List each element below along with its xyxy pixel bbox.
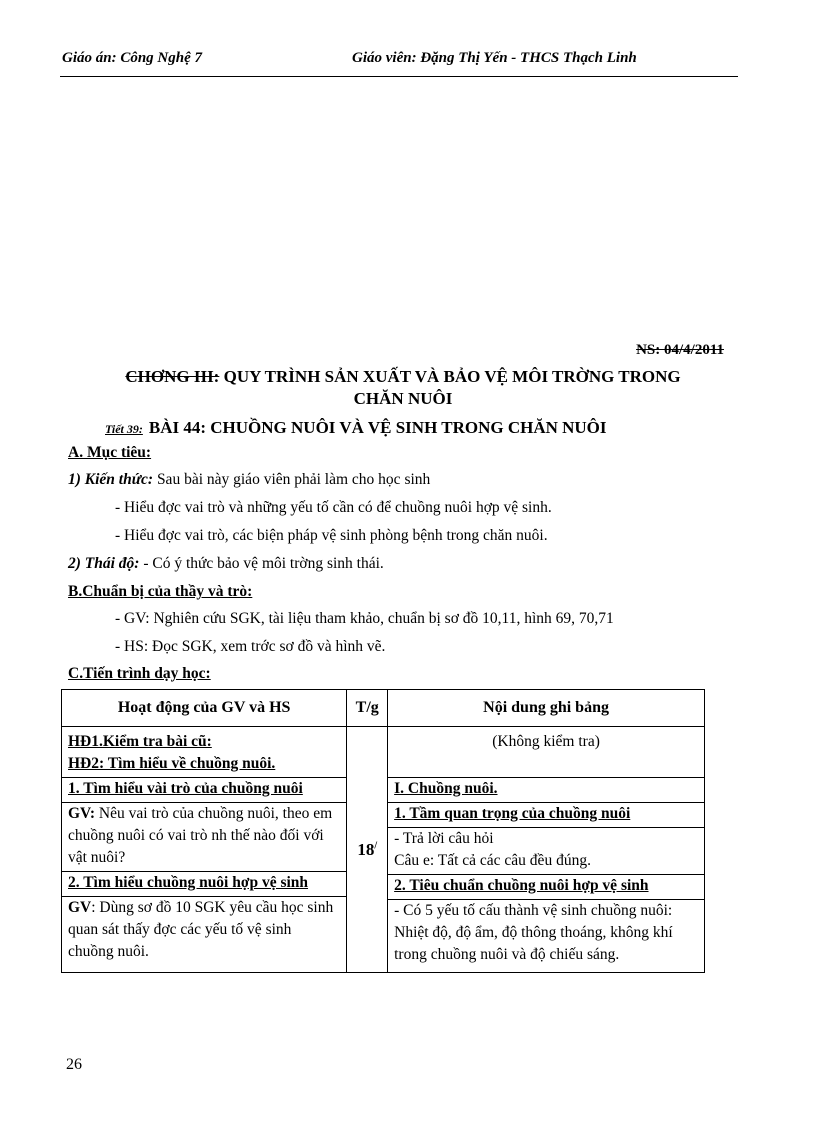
- table-header-row: [62, 690, 705, 727]
- section-a-title: A. Mục tiêu:: [68, 444, 152, 461]
- time-cell: [347, 727, 388, 973]
- lesson-period: Tiết 39:: [105, 422, 143, 436]
- s2-gv-label: GV: [68, 899, 92, 916]
- header-activities: Hoạt động của GV và HS: [62, 690, 347, 727]
- t1-item-a: - Trả lời câu hỏi: [394, 830, 494, 847]
- s2-gv-text: : Dùng sơ đồ 10 SGK yêu cầu học sinh quan sát thấy đợc các yếu tố vệ sinh chuồng nuôi.: [68, 899, 334, 960]
- header-rule: [60, 76, 738, 77]
- date-label: NS: 04/4/2011: [636, 342, 724, 358]
- spacer: [394, 753, 698, 775]
- prep-gv: - GV: Nghiên cứu SGK, tài liệu tham khảo, chuẩn bị sơ đồ 10,11, hình 69, 70,71: [115, 610, 614, 627]
- table-row: [62, 727, 705, 973]
- s2-title: 2. Tìm hiểu chuồng nuôi hợp vệ sinh: [68, 874, 309, 891]
- t2-item-a: - Có 5 yếu tố cấu thành vệ sinh chuồng nuôi: Nhiệt độ, độ ẩm, độ thông thoáng, không khí trong chuồng nuôi và độ chiếu sáng.: [394, 902, 673, 963]
- header-left: Giáo án: Công Nghệ 7: [62, 50, 203, 66]
- s2-gv: [68, 897, 340, 963]
- prep-hs: - HS: Đọc SGK, xem trớc sơ đồ và hình vẽ.: [115, 638, 386, 655]
- kien-thuc-item-2: - Hiểu đợc vai trò, các biện pháp vệ sinh phòng bệnh trong chăn nuôi.: [115, 527, 548, 544]
- time-value: 18: [357, 839, 375, 859]
- header-right: Giáo viên: Đặng Thị Yến - THCS Thạch Linh: [352, 50, 637, 66]
- kien-thuc-text: Sau bài này giáo viên phải làm cho học sinh: [153, 471, 431, 488]
- t2-title: 2. Tiêu chuẩn chuồng nuôi hợp vệ sinh: [394, 877, 649, 894]
- chapter-title: [78, 366, 728, 410]
- t1-item-b: Câu e: Tất cả các câu đều đúng.: [394, 852, 591, 869]
- header-time: T/g: [347, 690, 388, 727]
- activities-cell: [62, 727, 347, 973]
- s1-title: 1. Tìm hiểu vài trò của chuồng nuôi: [68, 780, 303, 797]
- header-content: Nội dung ghi bảng: [388, 690, 705, 727]
- thai-do-label: 2) Thái độ:: [68, 555, 140, 572]
- content-cell: [388, 727, 705, 973]
- page-number: 26: [66, 1056, 82, 1073]
- section-b-title: B.Chuẩn bị của thầy và trò:: [68, 583, 253, 600]
- thai-do-text: - Có ý thức bảo vệ môi trờng sinh thái.: [139, 555, 384, 572]
- chapter-prefix: CHƠNG III:: [125, 367, 220, 386]
- hd1-title: HĐ1.Kiểm tra bài cũ:: [68, 733, 212, 750]
- lesson-title: [105, 418, 607, 438]
- time-sup: /: [374, 839, 378, 851]
- chapter-title-line1: QUY TRÌNH SẢN XUẤT VÀ BẢO VỆ MÔI TRỜNG TRONG: [219, 367, 681, 386]
- section-c-title: C.Tiến trình dạy học:: [68, 665, 211, 682]
- kien-thuc-line: [68, 471, 430, 489]
- no-check-text: (Không kiểm tra): [492, 733, 600, 750]
- chapter-title-line2: CHĂN NUÔI: [353, 389, 453, 408]
- section-i-title: I. Chuồng nuôi.: [394, 780, 498, 797]
- hd2-title: HĐ2: Tìm hiểu về chuồng nuôi.: [68, 755, 276, 772]
- lesson-table: [61, 689, 705, 973]
- kien-thuc-label: 1) Kiến thức:: [68, 471, 154, 488]
- lesson-name: BÀI 44: CHUỒNG NUÔI VÀ VỆ SINH TRONG CHĂN NUÔI: [148, 418, 607, 437]
- t1-title: 1. Tầm quan trọng của chuồng nuôi: [394, 805, 631, 822]
- s1-gv-text: Nêu vai trò của chuồng nuôi, theo em chuồng nuôi có vai trò nh thế nào đối với vật nuôi?: [68, 805, 333, 866]
- kien-thuc-item-1: - Hiểu đợc vai trò và những yếu tố cần có để chuồng nuôi hợp vệ sinh.: [115, 499, 552, 516]
- s1-gv: [68, 803, 340, 869]
- thai-do-line: [68, 555, 384, 573]
- s1-gv-label: GV:: [68, 805, 95, 822]
